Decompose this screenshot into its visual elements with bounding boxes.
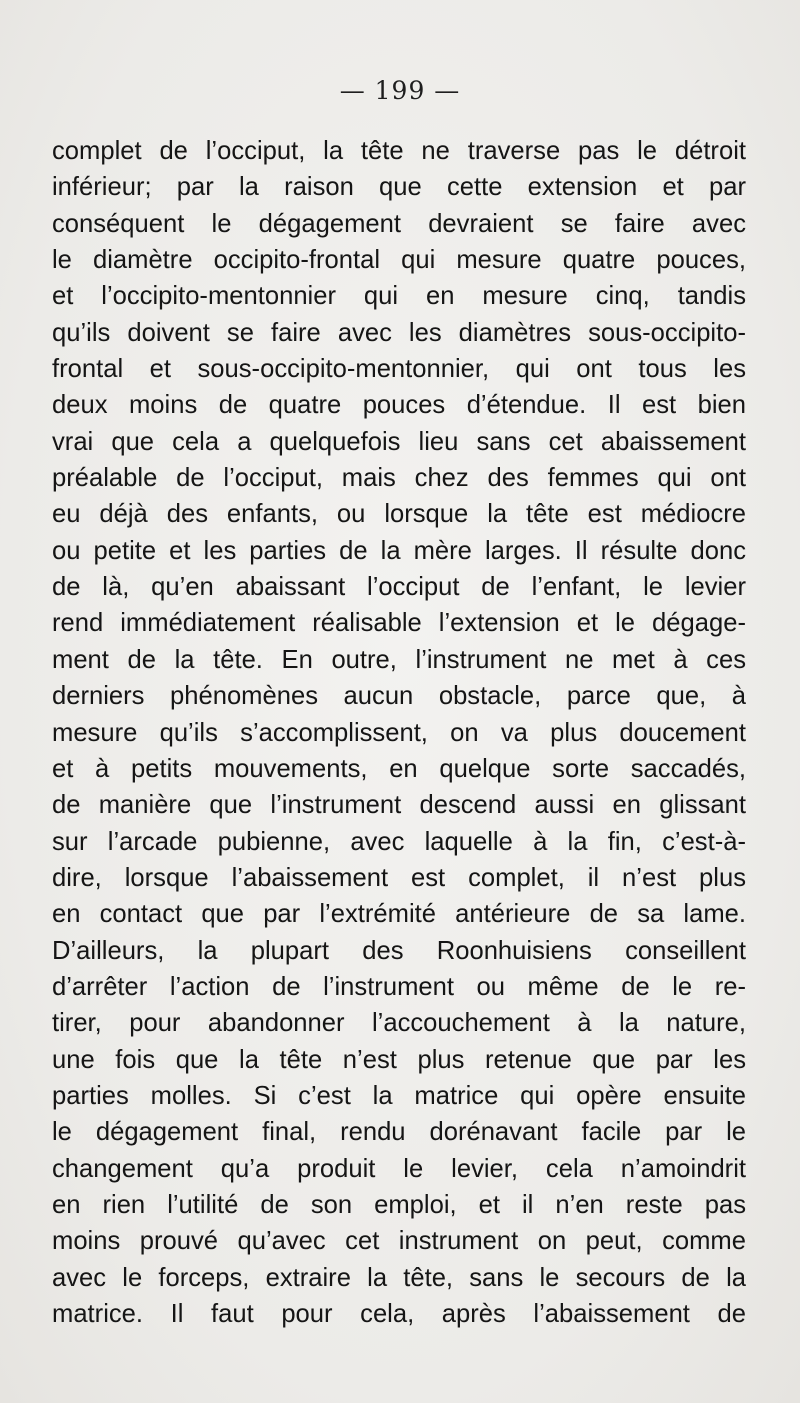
text-line: inférieur; par la raison que cette extension et par [52,173,746,202]
text-line: mesure qu’ils s’accomplissent, on va plus doucement [52,718,746,747]
text-line: D’ailleurs, la plupart des Roonhuisiens conseillent [52,936,746,965]
text-line: eu déjà des enfants, ou lorsque la tête est médiocre [52,500,746,529]
text-line: vrai que cela a quelquefois lieu sans cet abaissement [52,427,746,456]
text-line: en contact que par l’extrémité antérieure de sa lame. [52,900,746,929]
text-line: derniers phénomènes aucun obstacle, parce que, à [52,682,746,711]
text-line: frontal et sous-occipito-mentonnier, qui ont tous les [52,355,746,384]
text-line: et à petits mouvements, en quelque sorte saccadés, [52,754,746,783]
text-line: changement qu’a produit le levier, cela n’amoindrit [52,1154,746,1183]
text-line: conséquent le dégagement devraient se faire avec [52,209,746,238]
text-line: en rien l’utilité de son emploi, et il n’en reste pas [52,1190,746,1219]
text-line: le dégagement final, rendu dorénavant facile par le [52,1118,746,1147]
text-line: sur l’arcade pubienne, avec laquelle à la fin, c’est-à- [52,827,746,856]
text-line: de là, qu’en abaissant l’occiput de l’enfant, le levier [52,573,746,602]
text-line: deux moins de quatre pouces d’étendue. Il est bien [52,391,746,420]
text-line: parties molles. Si c’est la matrice qui opère ensuite [52,1081,746,1110]
text-line: avec le forceps, extraire la tête, sans le secours de la [52,1263,746,1292]
text-line: ment de la tête. En outre, l’instrument ne met à ces [52,645,746,674]
text-line: d’arrêter l’action de l’instrument ou même de le re- [52,972,746,1001]
text-line: complet de l’occiput, la tête ne traverse pas le détroit [52,137,746,165]
text-line: qu’ils doivent se faire avec les diamètres sous-occipito- [52,318,746,347]
text-line: de manière que l’instrument descend aussi en glissant [52,791,746,820]
page-number-header: — 199 — [339,76,461,105]
text-line: rend immédiatement réalisable l’extension et le dégage- [52,609,746,638]
text-line: moins prouvé qu’avec cet instrument on peut, comme [52,1227,746,1256]
text-line: ou petite et les parties de la mère larges. Il résulte donc [52,536,746,565]
text-line: et l’occipito-mentonnier qui en mesure cinq, tandis [52,282,746,311]
text-line: tirer, pour abandonner l’accouchement à la nature, [52,1009,746,1038]
text-line: une fois que la tête n’est plus retenue que par les [52,1045,746,1074]
body-text [52,133,746,1332]
text-line: matrice. Il faut pour cela, après l’abaissement de [52,1300,746,1328]
text-line: dire, lorsque l’abaissement est complet, il n’est plus [52,863,746,892]
text-line: le diamètre occipito-frontal qui mesure quatre pouces, [52,246,746,275]
text-line: préalable de l’occiput, mais chez des femmes qui ont [52,464,746,493]
